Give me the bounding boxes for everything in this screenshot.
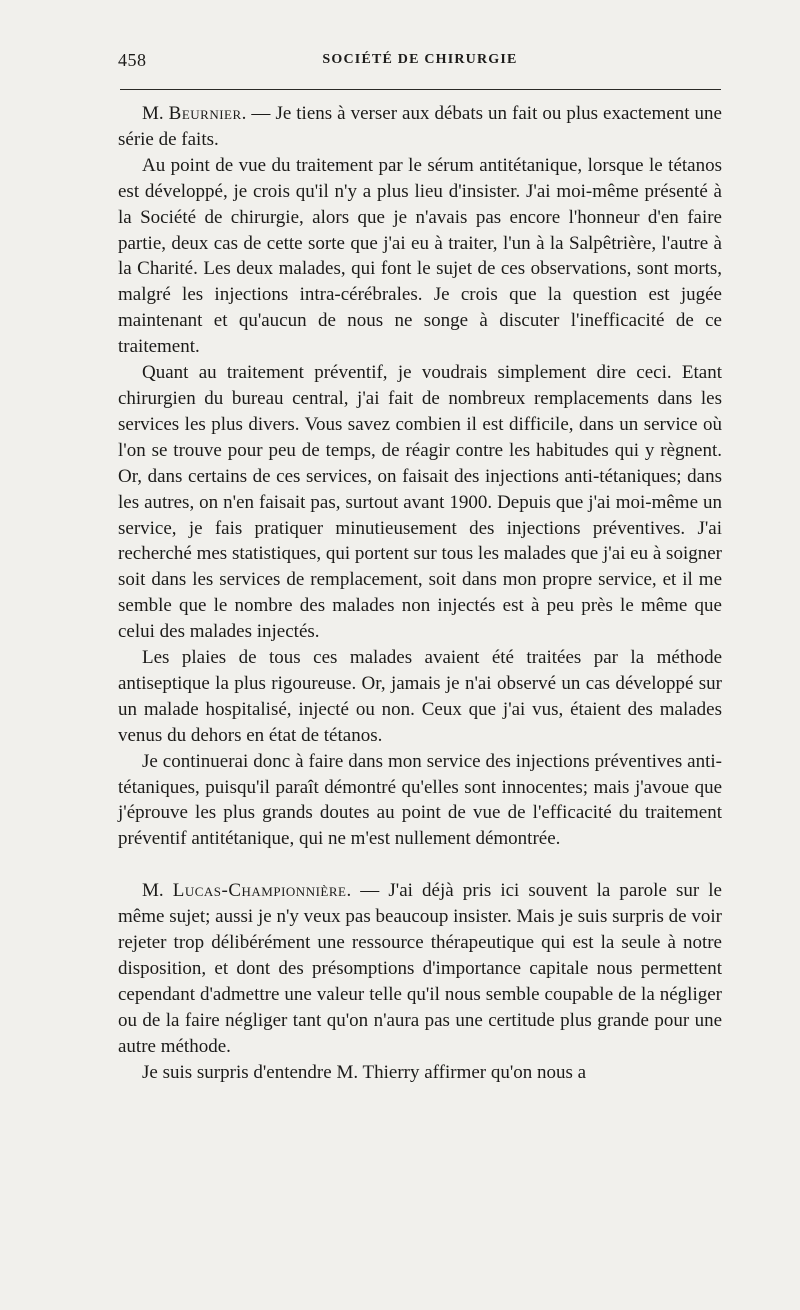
speaker-name: Beurnier xyxy=(168,103,242,124)
paragraph: Quant au traitement préventif, je voudrais simplement dire ceci. Etant chirurgien du bureau central, j'ai fait de nombreux remplacements dans les services les plus divers. Vous savez combien il est difficile, dans un service où l'on se trouve pour peu de temps, de réagir contre les habitudes qui y règnent. Or, dans certains de ces services, on faisait des injections anti-tétaniques; dans les autres, on n'en faisait pas, surtout avant 1900. Depuis que j'ai moi-même un service, je fais pratiquer minutieusement des injections préventives. J'ai recherché mes statistiques, qui portent sur tous les malades que j'ai eu à soigner soit dans les services de remplacement, soit dans mon propre service, et il me semble que le nombre des malades non injectés est à peu près le même que celui des malades injectés. xyxy=(118,362,722,643)
speech-opening: . — J'ai déjà pris ici souvent la parole sur le même sujet; aussi je n'y veux pas beaucoup insister. Mais je suis surpris de voir rejeter trop délibérément une ressource thérapeutique qui est la seule à notre disposition, et dont des présomptions d'importance capitale nous permettent cependant d'admettre une valeur telle qu'il nous semble coupable de la négliger ou de la faire négliger tant qu'on n'aura pas une certitude plus grande pour une autre méthode. xyxy=(118,880,722,1057)
section-spacer xyxy=(118,852,722,878)
paragraph: Je suis surpris d'entendre M. Thierry affirmer qu'on nous a xyxy=(142,1061,587,1083)
speaker-name: Lucas-Championnière xyxy=(172,880,347,902)
paragraph: Les plaies de tous ces malades avaient été traitées par la méthode antiseptique la plus rigoureuse. Or, jamais je n'ai observé un cas développé sur un malade hospitalisé, injecté ou non. Ceux que j'ai vus, étaient des malades venus du dehors en état de tétanos. xyxy=(118,647,722,746)
speech-beurnier xyxy=(118,101,722,153)
speech-lucas-championniere xyxy=(118,878,722,1059)
speech-opening: . — Je tiens à verser aux débats un fait ou plus exactement une série de faits. xyxy=(118,103,722,150)
speaker-prefix: M. xyxy=(142,103,169,124)
header-rule xyxy=(120,89,721,90)
paragraph: Je continuerai donc à faire dans mon service des injections préventives anti-tétaniques, puisqu'il paraît démontré qu'elles sont innocentes; mais j'avoue que j'éprouve les plus grands doutes au point de vue de l'efficacité du traitement préventif antitétanique, qui ne m'est nullement démontrée. xyxy=(118,750,722,850)
paragraph: Au point de vue du traitement par le sérum antitétanique, lorsque le tétanos est développé, je crois qu'il n'y a plus lieu d'insister. J'ai moi-même présenté à la Société de chirurgie, alors que je n'avais pas encore l'honneur d'en faire partie, deux cas de cette sorte que j'ai eu à traiter, l'un à la Salpêtrière, l'autre à la Charité. Les deux malades, qui font le sujet de ces observations, sont morts, malgré les injections intra-cérébrales. Je crois que la question est jugée maintenant et qu'aucun de nous ne songe à discuter l'inefficacité de ce traitement. xyxy=(118,154,722,358)
page-header xyxy=(118,50,722,74)
page-number: 458 xyxy=(118,50,147,70)
speaker-prefix: M. xyxy=(142,880,173,902)
body-text xyxy=(118,101,722,1086)
running-title: SOCIÉTÉ DE CHIRURGIE xyxy=(322,52,518,67)
